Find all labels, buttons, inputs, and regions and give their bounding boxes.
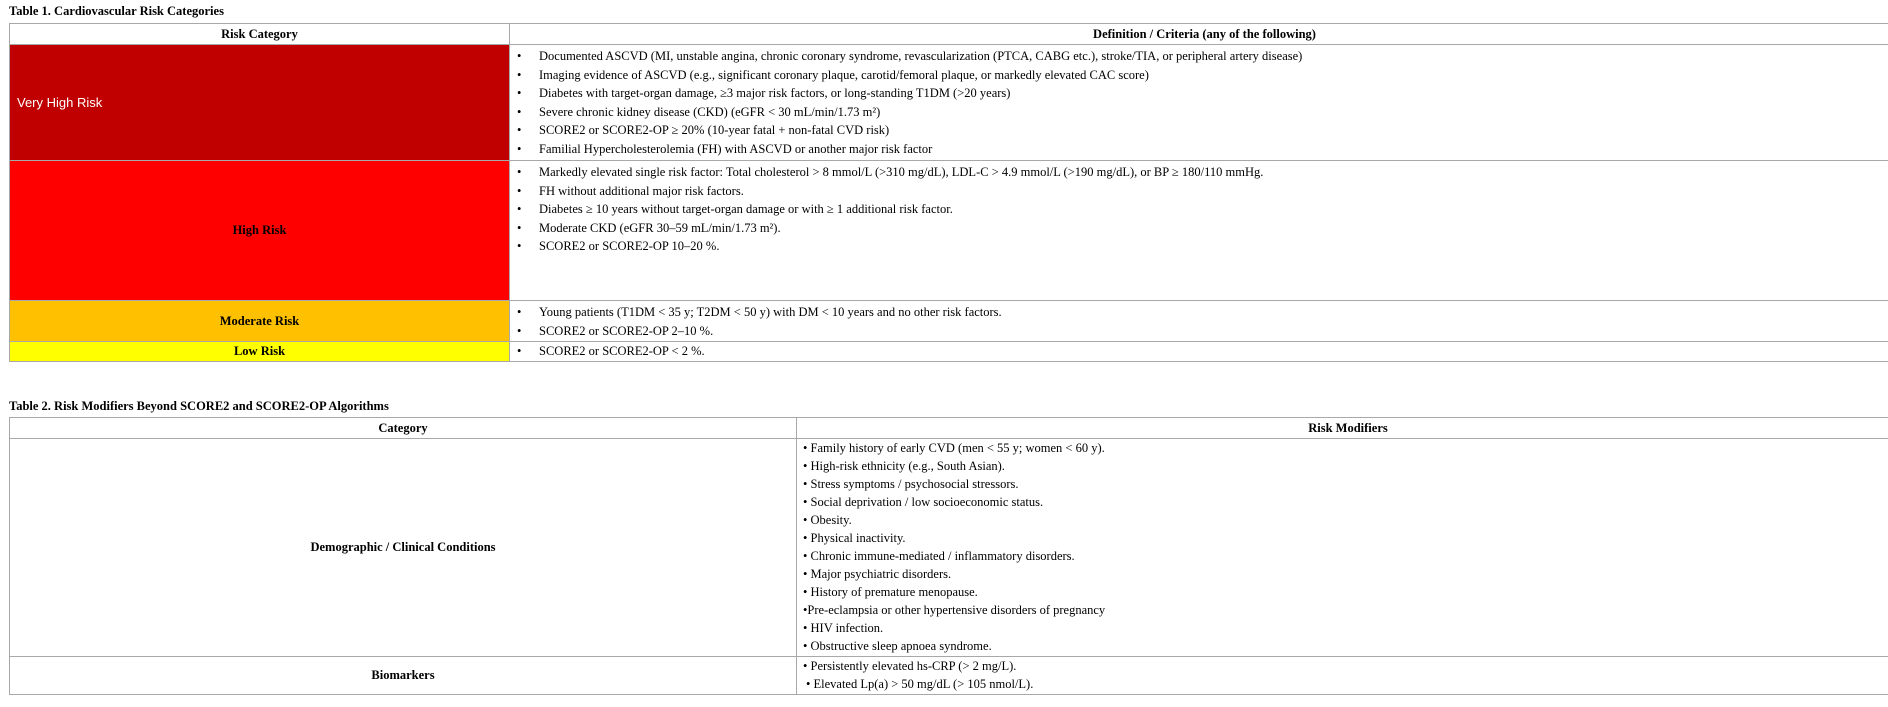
criteria-cell: [510, 342, 1888, 362]
criterion-item: • SCORE2 or SCORE2-OP 10–20 %.: [510, 237, 1888, 256]
modifier-item: • Social deprivation / low socioeconomic status.: [803, 495, 1044, 509]
criterion-item: • Documented ASCVD (MI, unstable angina, chronic coronary syndrome, revascularization (PTCA, CABG etc.), stroke/TIA, or peripheral artery disease): [510, 47, 1888, 66]
criterion-item: • Young patients (T1DM < 35 y; T2DM < 50 y) with DM < 10 years and no other risk factors.: [510, 303, 1888, 322]
criterion-item: • Diabetes ≥ 10 years without target-organ damage or with ≥ 1 additional risk factor.: [510, 200, 1888, 219]
criterion-item: • Diabetes with target-organ damage, ≥3 major risk factors, or long-standing T1DM (>20 years): [510, 84, 1888, 103]
risk-categories-table: [9, 23, 1888, 362]
modifiers-cell: [797, 439, 1888, 657]
criterion-item: • SCORE2 or SCORE2-OP < 2 %.: [510, 342, 1888, 361]
column-header-risk-modifiers: Risk Modifiers: [797, 418, 1888, 439]
criteria-cell: [510, 161, 1888, 301]
modifier-item: • Obesity.: [803, 513, 852, 527]
criterion-item: • SCORE2 or SCORE2-OP 2–10 %.: [510, 322, 1888, 341]
table-header-row: [10, 418, 1888, 439]
column-header-risk-category: Risk Category: [10, 24, 510, 45]
risk-category-low: Low Risk: [10, 342, 510, 362]
criterion-item: • SCORE2 or SCORE2-OP ≥ 20% (10-year fatal + non-fatal CVD risk): [510, 121, 1888, 140]
risk-category-moderate: Moderate Risk: [10, 301, 510, 342]
modifiers-cell: [797, 657, 1888, 695]
modifier-item: • Obstructive sleep apnoea syndrome.: [803, 639, 992, 653]
table-row-high: [10, 161, 1888, 301]
modifier-item: • Family history of early CVD (men < 55 y; women < 60 y).: [803, 441, 1105, 455]
column-header-definition: Definition / Criteria (any of the following): [510, 24, 1888, 45]
criterion-item: • Markedly elevated single risk factor: Total cholesterol > 8 mmol/L (>310 mg/dL), LDL-C > 4.9 mmol/L (>190 mg/dL), or BP ≥ 180/110 mmHg.: [510, 163, 1888, 182]
modifier-item: • Stress symptoms / psychosocial stressors.: [803, 477, 1019, 491]
table-row-very-high: [10, 45, 1888, 161]
table-row-demographic: [10, 439, 1888, 657]
modifier-item: • Chronic immune-mediated / inflammatory disorders.: [803, 549, 1075, 563]
modifier-item: • High-risk ethnicity (e.g., South Asian).: [803, 459, 1005, 473]
table-row-moderate: [10, 301, 1888, 342]
risk-category-high: High Risk: [10, 161, 510, 301]
table-header-row: [10, 24, 1888, 45]
table1-caption: Table 1. Cardiovascular Risk Categories: [9, 4, 224, 18]
modifier-item: • History of premature menopause.: [803, 585, 978, 599]
modifier-item: • Physical inactivity.: [803, 531, 906, 545]
modifier-item: • HIV infection.: [803, 621, 884, 635]
modifier-item: • Major psychiatric disorders.: [803, 567, 952, 581]
criterion-item: • FH without additional major risk factors.: [510, 182, 1888, 201]
table-row-biomarkers: [10, 657, 1888, 695]
modifier-category-demographic: Demographic / Clinical Conditions: [10, 439, 797, 657]
modifier-item: • Elevated Lp(a) > 50 mg/dL (> 105 nmol/L).: [806, 677, 1034, 691]
risk-category-very-high: Very High Risk: [10, 45, 510, 161]
column-header-category: Category: [10, 418, 797, 439]
criterion-item: • Imaging evidence of ASCVD (e.g., significant coronary plaque, carotid/femoral plaque, or markedly elevated CAC score): [510, 66, 1888, 85]
modifier-item: •Pre-eclampsia or other hypertensive disorders of pregnancy: [803, 603, 1106, 617]
criterion-item: • Moderate CKD (eGFR 30–59 mL/min/1.73 m²).: [510, 219, 1888, 238]
criterion-item: • Familial Hypercholesterolemia (FH) with ASCVD or another major risk factor: [510, 140, 1888, 159]
risk-modifiers-table: [9, 417, 1888, 695]
criteria-cell: [510, 301, 1888, 342]
table-row-low: [10, 342, 1888, 362]
criteria-cell: [510, 45, 1888, 161]
modifier-item: • Persistently elevated hs-CRP (> 2 mg/L).: [803, 659, 1017, 673]
table2-caption: Table 2. Risk Modifiers Beyond SCORE2 and SCORE2-OP Algorithms: [9, 399, 389, 413]
modifier-category-biomarkers: Biomarkers: [10, 657, 797, 695]
criterion-item: • Severe chronic kidney disease (CKD) (eGFR < 30 mL/min/1.73 m²): [510, 103, 1888, 122]
